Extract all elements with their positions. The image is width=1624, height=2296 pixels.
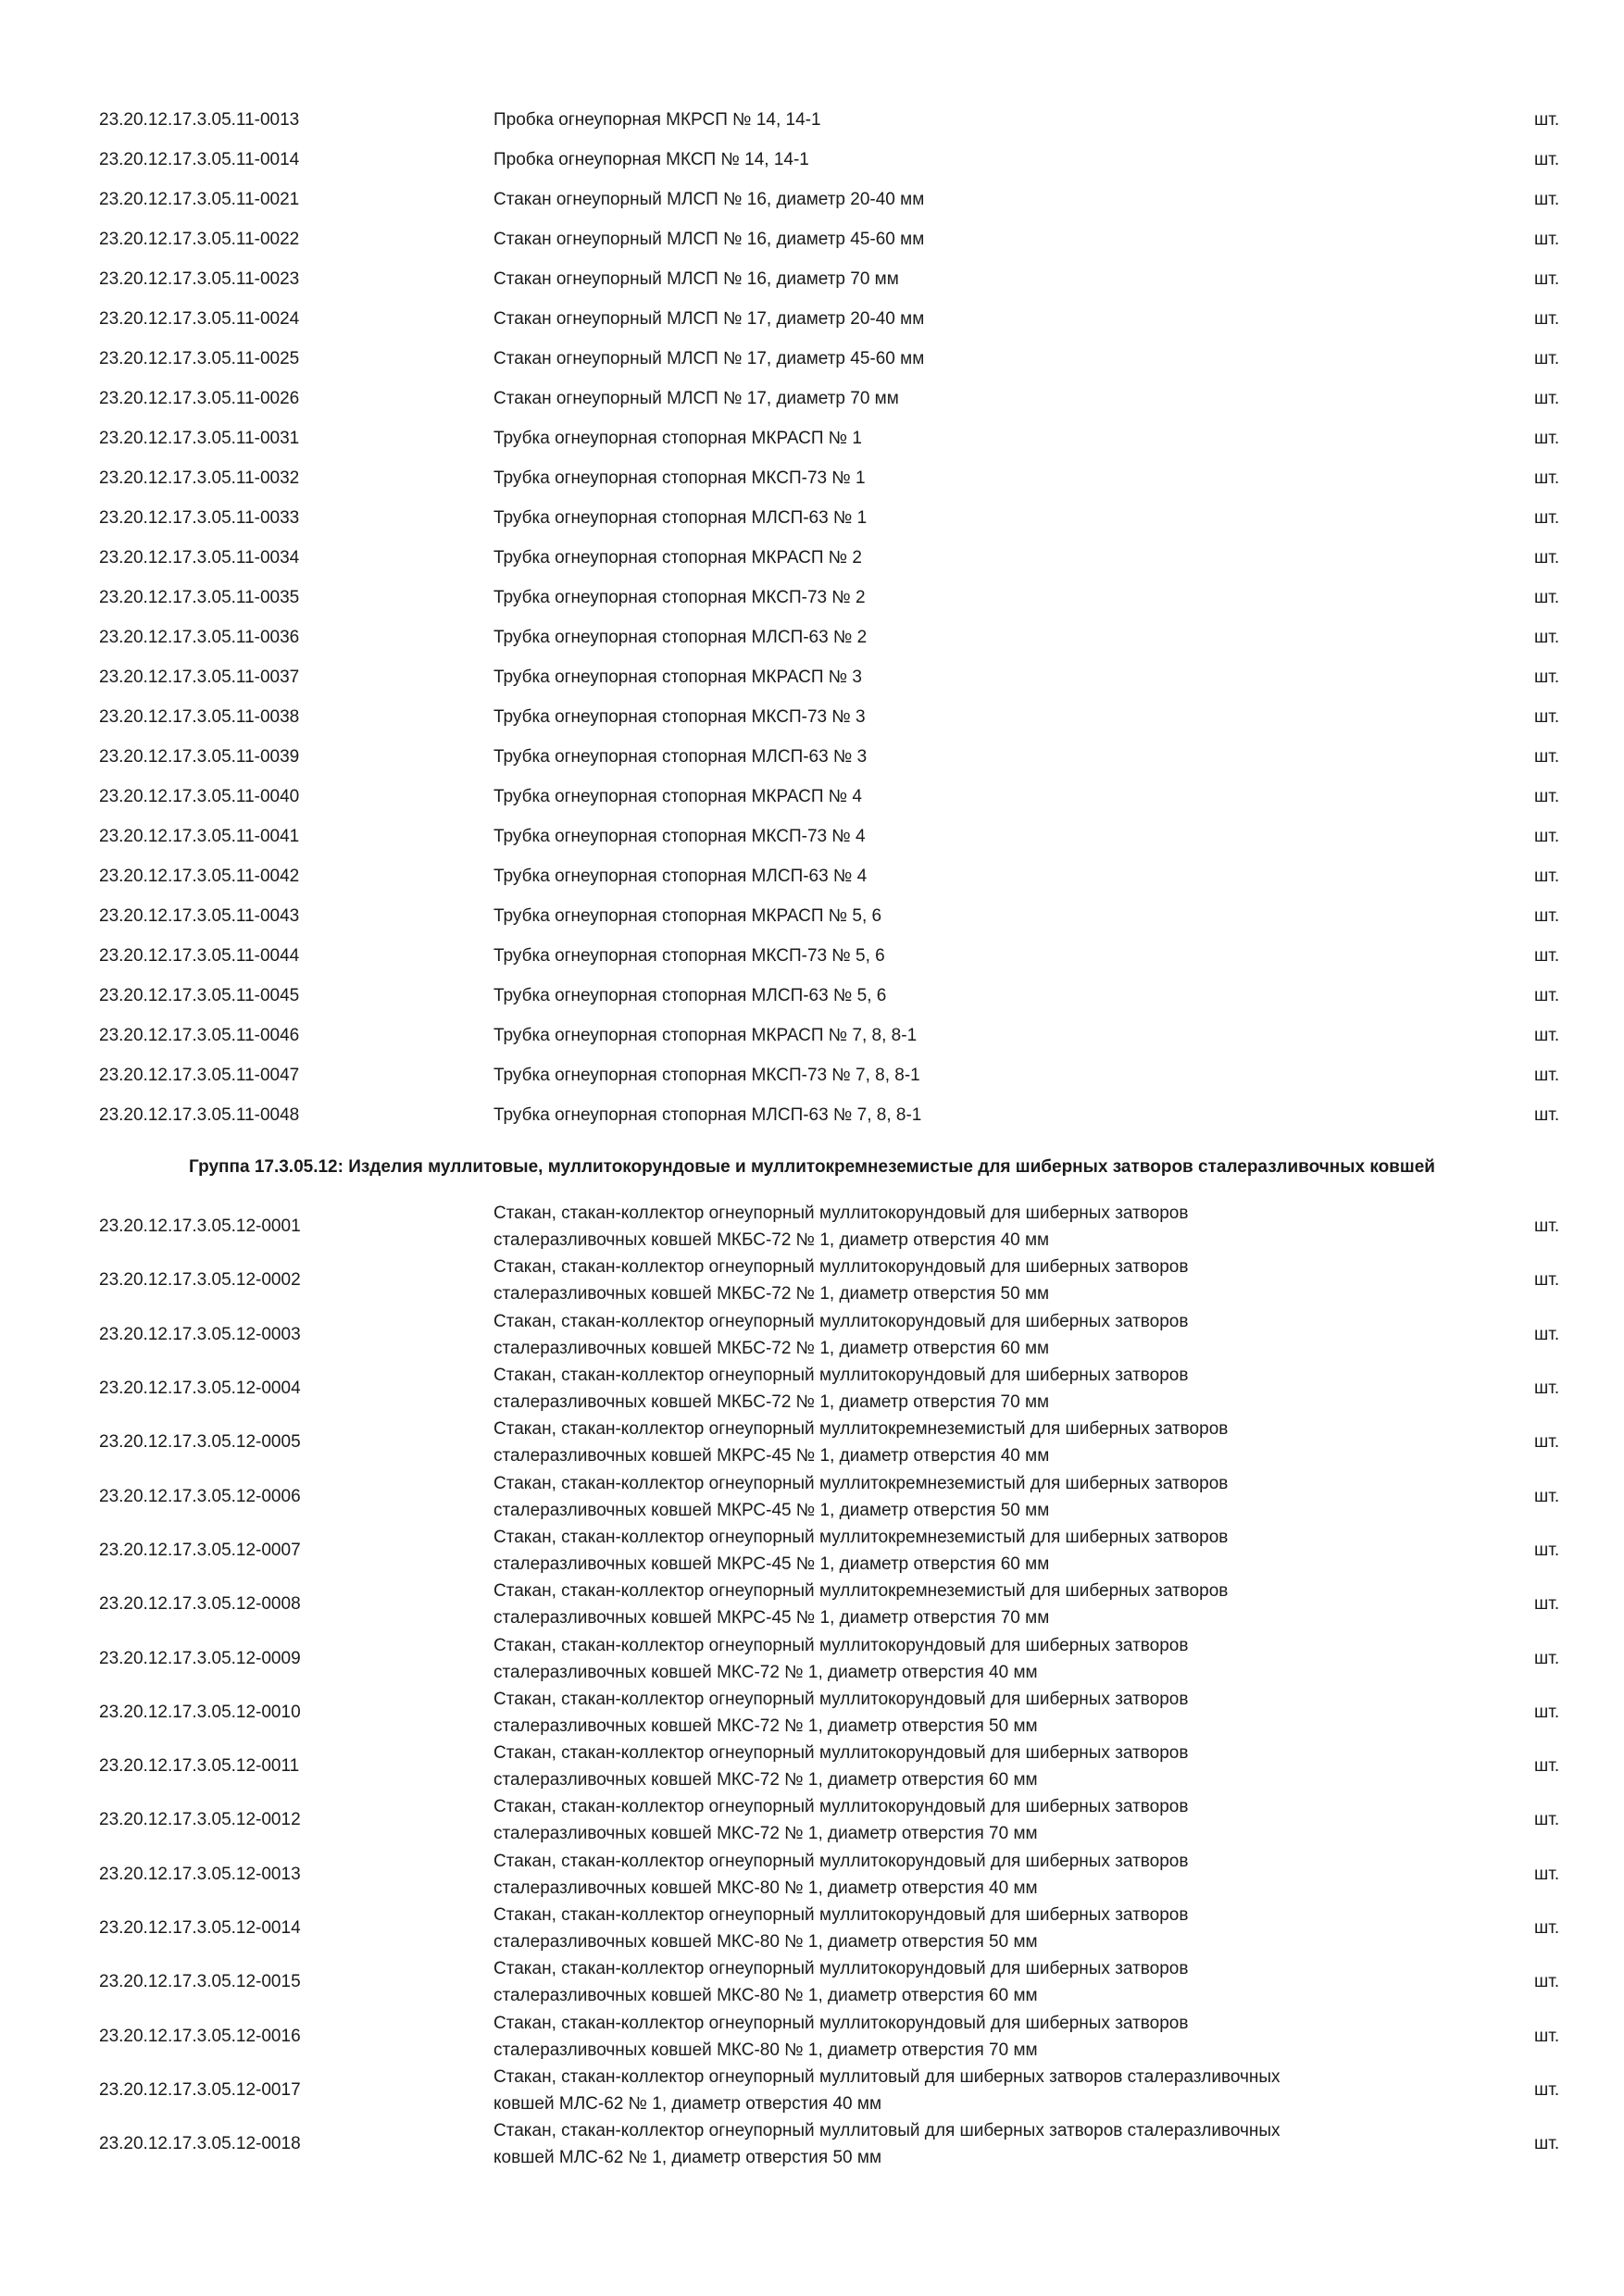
item-code: 23.20.12.17.3.05.12-0012 <box>99 1810 301 1830</box>
item-name <box>493 2010 1419 2064</box>
item-code: 23.20.12.17.3.05.11-0033 <box>99 507 300 528</box>
table-row <box>0 219 1624 259</box>
item-code: 23.20.12.17.3.05.11-0022 <box>99 229 300 249</box>
item-name <box>493 1308 1419 1362</box>
item-name-line-2: сталеразливочных ковшей МКРС-45 № 1, диаметр отверстия 70 мм <box>493 1608 1050 1628</box>
item-name-line-1: Стакан, стакан-коллектор огнеупорный муллитокорундовый для шиберных затворов <box>493 1851 1189 1871</box>
table-row <box>0 538 1624 578</box>
table-row <box>0 1200 1624 1254</box>
item-name-line-2: ковшей МЛС-62 № 1, диаметр отверстия 40 мм <box>493 2093 882 2114</box>
item-name-line-2: сталеразливочных ковшей МКРС-45 № 1, диаметр отверстия 50 мм <box>493 1500 1050 1520</box>
table-row <box>0 140 1624 180</box>
item-unit: шт. <box>1534 1918 1560 1938</box>
item-code: 23.20.12.17.3.05.11-0045 <box>99 985 300 1005</box>
item-code: 23.20.12.17.3.05.12-0001 <box>99 1217 301 1237</box>
item-name-line-1: Стакан, стакан-коллектор огнеупорный муллитокорундовый для шиберных затворов <box>493 1311 1189 1331</box>
item-unit: шт. <box>1534 189 1560 209</box>
item-name-line-1: Стакан, стакан-коллектор огнеупорный муллитокорундовый для шиберных затворов <box>493 1797 1189 1817</box>
item-name: Трубка огнеупорная стопорная МЛСП-63 № 2 <box>493 627 868 647</box>
item-unit: шт. <box>1534 388 1560 408</box>
item-unit: шт. <box>1534 945 1560 966</box>
item-unit: шт. <box>1534 1025 1560 1045</box>
item-code: 23.20.12.17.3.05.12-0018 <box>99 2134 301 2154</box>
item-name: Трубка огнеупорная стопорная МКРАСП № 1 <box>493 428 862 448</box>
table-row <box>0 1631 1624 1685</box>
table-row <box>0 1686 1624 1740</box>
item-name-line-2: сталеразливочных ковшей МКС-80 № 1, диаметр отверстия 60 мм <box>493 1986 1038 2006</box>
item-name <box>493 1362 1419 1416</box>
table-row <box>0 936 1624 976</box>
item-unit: шт. <box>1534 547 1560 568</box>
table-row <box>0 1740 1624 1793</box>
item-name-line-2: сталеразливочных ковшей МКРС-45 № 1, диаметр отверстия 60 мм <box>493 1554 1050 1574</box>
table-row <box>0 856 1624 896</box>
item-name <box>493 1416 1419 1469</box>
item-unit: шт. <box>1534 706 1560 727</box>
item-code: 23.20.12.17.3.05.11-0037 <box>99 667 300 687</box>
item-name-line-2: сталеразливочных ковшей МКС-72 № 1, диаметр отверстия 60 мм <box>493 1770 1038 1791</box>
table-row <box>0 1524 1624 1578</box>
item-code: 23.20.12.17.3.05.12-0004 <box>99 1379 301 1399</box>
item-name-line-1: Стакан, стакан-коллектор огнеупорный муллитовый для шиберных затворов сталеразливочных <box>493 2066 1280 2087</box>
item-code: 23.20.12.17.3.05.11-0031 <box>99 428 300 448</box>
table-row <box>0 1848 1624 1902</box>
item-unit: шт. <box>1534 468 1560 488</box>
table-row <box>0 1308 1624 1362</box>
item-code: 23.20.12.17.3.05.12-0002 <box>99 1270 301 1291</box>
item-code: 23.20.12.17.3.05.12-0008 <box>99 1594 301 1615</box>
item-unit: шт. <box>1534 667 1560 687</box>
item-name: Трубка огнеупорная стопорная МЛСП-63 № 3 <box>493 746 868 767</box>
item-code: 23.20.12.17.3.05.11-0044 <box>99 945 300 966</box>
table-row <box>0 100 1624 140</box>
item-name <box>493 1632 1419 1686</box>
item-code: 23.20.12.17.3.05.12-0016 <box>99 2026 301 2046</box>
item-name-line-1: Стакан, стакан-коллектор огнеупорный муллитовый для шиберных затворов сталеразливочных <box>493 2121 1280 2141</box>
item-name-line-2: сталеразливочных ковшей МКС-80 № 1, диаметр отверстия 40 мм <box>493 1878 1038 1898</box>
item-code: 23.20.12.17.3.05.11-0047 <box>99 1065 300 1085</box>
item-name <box>493 1848 1419 1902</box>
item-code: 23.20.12.17.3.05.11-0036 <box>99 627 300 647</box>
item-code: 23.20.12.17.3.05.11-0034 <box>99 547 300 568</box>
item-name <box>493 1955 1419 2009</box>
item-name: Стакан огнеупорный МЛСП № 16, диаметр 45-60 мм <box>493 229 925 249</box>
item-unit: шт. <box>1534 1810 1560 1830</box>
item-name-line-1: Стакан, стакан-коллектор огнеупорный муллитокорундовый для шиберных затворов <box>493 1257 1189 1278</box>
item-code: 23.20.12.17.3.05.11-0013 <box>99 109 300 130</box>
item-name-line-2: сталеразливочных ковшей МКС-80 № 1, диаметр отверстия 50 мм <box>493 1932 1038 1952</box>
item-name-line-1: Стакан, стакан-коллектор огнеупорный муллитокремнеземистый для шиберных затворов <box>493 1473 1229 1493</box>
item-code: 23.20.12.17.3.05.12-0013 <box>99 1864 301 1884</box>
item-code: 23.20.12.17.3.05.11-0035 <box>99 587 300 607</box>
table-row <box>0 1793 1624 1847</box>
item-name: Трубка огнеупорная стопорная МКСП-73 № 5, 6 <box>493 945 885 966</box>
item-name-line-1: Стакан, стакан-коллектор огнеупорный муллитокремнеземистый для шиберных затворов <box>493 1527 1229 1547</box>
item-name <box>493 1470 1419 1524</box>
item-name: Трубка огнеупорная стопорная МКРАСП № 5, 6 <box>493 905 882 926</box>
table-row <box>0 2009 1624 2063</box>
item-name-line-2: сталеразливочных ковшей МКРС-45 № 1, диаметр отверстия 40 мм <box>493 1446 1050 1466</box>
item-unit: шт. <box>1534 1540 1560 1560</box>
item-code: 23.20.12.17.3.05.11-0040 <box>99 786 300 806</box>
item-unit: шт. <box>1534 1104 1560 1125</box>
table-row <box>0 697 1624 737</box>
item-name: Стакан огнеупорный МЛСП № 17, диаметр 45-60 мм <box>493 348 925 368</box>
item-code: 23.20.12.17.3.05.11-0026 <box>99 388 300 408</box>
item-name <box>493 1902 1419 1955</box>
item-name: Трубка огнеупорная стопорная МКСП-73 № 3 <box>493 706 866 727</box>
item-code: 23.20.12.17.3.05.12-0011 <box>99 1756 300 1777</box>
item-unit: шт. <box>1534 2079 1560 2100</box>
table-row <box>0 896 1624 936</box>
table-row <box>0 777 1624 817</box>
item-code: 23.20.12.17.3.05.12-0007 <box>99 1540 301 1560</box>
item-code: 23.20.12.17.3.05.12-0006 <box>99 1486 301 1506</box>
item-name-line-2: сталеразливочных ковшей МКБС-72 № 1, диаметр отверстия 60 мм <box>493 1338 1050 1358</box>
item-name <box>493 1578 1419 1631</box>
table-row <box>0 2064 1624 2117</box>
item-unit: шт. <box>1534 587 1560 607</box>
item-code: 23.20.12.17.3.05.11-0025 <box>99 348 300 368</box>
item-name-line-1: Стакан, стакан-коллектор огнеупорный муллитокорундовый для шиберных затворов <box>493 1743 1189 1764</box>
item-code: 23.20.12.17.3.05.11-0038 <box>99 706 300 727</box>
table-row <box>0 458 1624 498</box>
item-unit: шт. <box>1534 1324 1560 1344</box>
item-name-line-2: сталеразливочных ковшей МКБС-72 № 1, диаметр отверстия 40 мм <box>493 1230 1050 1251</box>
item-name <box>493 1524 1419 1578</box>
item-name: Трубка огнеупорная стопорная МКСП-73 № 7, 8, 8-1 <box>493 1065 920 1085</box>
item-code: 23.20.12.17.3.05.11-0048 <box>99 1104 300 1125</box>
item-name: Стакан огнеупорный МЛСП № 17, диаметр 70 мм <box>493 388 899 408</box>
item-name <box>493 2064 1419 2117</box>
item-code: 23.20.12.17.3.05.11-0039 <box>99 746 300 767</box>
item-name: Пробка огнеупорная МКСП № 14, 14-1 <box>493 149 809 169</box>
item-unit: шт. <box>1534 1648 1560 1668</box>
item-unit: шт. <box>1534 866 1560 886</box>
table-row <box>0 379 1624 418</box>
item-unit: шт. <box>1534 1702 1560 1722</box>
item-unit: шт. <box>1534 507 1560 528</box>
item-name-line-2: сталеразливочных ковшей МКС-72 № 1, диаметр отверстия 50 мм <box>493 1716 1038 1736</box>
table-row <box>0 1016 1624 1055</box>
item-unit: шт. <box>1534 1270 1560 1291</box>
item-code: 23.20.12.17.3.05.11-0032 <box>99 468 300 488</box>
item-name: Трубка огнеупорная стопорная МКРАСП № 3 <box>493 667 862 687</box>
item-unit: шт. <box>1534 348 1560 368</box>
item-name <box>493 1254 1419 1307</box>
item-name <box>493 1686 1419 1740</box>
item-unit: шт. <box>1534 2026 1560 2046</box>
item-unit: шт. <box>1534 1432 1560 1453</box>
item-unit: шт. <box>1534 627 1560 647</box>
item-unit: шт. <box>1534 1379 1560 1399</box>
table-row <box>0 618 1624 657</box>
item-name-line-1: Стакан, стакан-коллектор огнеупорный муллитокорундовый для шиберных затворов <box>493 1905 1189 1925</box>
item-code: 23.20.12.17.3.05.11-0042 <box>99 866 300 886</box>
item-name-line-1: Стакан, стакан-коллектор огнеупорный муллитокорундовый для шиберных затворов <box>493 1366 1189 1386</box>
table-row <box>0 737 1624 777</box>
item-name-line-2: сталеразливочных ковшей МКС-72 № 1, диаметр отверстия 40 мм <box>493 1662 1038 1682</box>
item-name-line-1: Стакан, стакан-коллектор огнеупорный муллитокорундовый для шиберных затворов <box>493 1204 1189 1224</box>
table-row <box>0 578 1624 618</box>
table-row <box>0 1362 1624 1416</box>
group-heading: Группа 17.3.05.12: Изделия муллитовые, муллитокорундовые и муллитокремнеземистые для шиберных затворов сталеразливочных ковшей <box>189 1157 1435 1177</box>
item-name-line-1: Стакан, стакан-коллектор огнеупорный муллитокорундовый для шиберных затворов <box>493 1635 1189 1655</box>
item-name: Трубка огнеупорная стопорная МКРАСП № 2 <box>493 547 862 568</box>
item-unit: шт. <box>1534 905 1560 926</box>
item-name: Трубка огнеупорная стопорная МЛСП-63 № 1 <box>493 507 868 528</box>
table-row <box>0 418 1624 458</box>
table-row <box>0 1955 1624 2009</box>
item-code: 23.20.12.17.3.05.12-0005 <box>99 1432 301 1453</box>
table-row <box>0 976 1624 1016</box>
item-code: 23.20.12.17.3.05.12-0015 <box>99 1972 301 1992</box>
item-unit: шт. <box>1534 2134 1560 2154</box>
item-unit: шт. <box>1534 746 1560 767</box>
table-row <box>0 180 1624 219</box>
item-unit: шт. <box>1534 268 1560 289</box>
item-code: 23.20.12.17.3.05.11-0043 <box>99 905 300 926</box>
item-name: Трубка огнеупорная стопорная МЛСП-63 № 4 <box>493 866 868 886</box>
item-name <box>493 1200 1419 1254</box>
item-unit: шт. <box>1534 229 1560 249</box>
item-name-line-2: сталеразливочных ковшей МКС-72 № 1, диаметр отверстия 70 мм <box>493 1824 1038 1844</box>
item-unit: шт. <box>1534 1594 1560 1615</box>
item-unit: шт. <box>1534 1065 1560 1085</box>
item-unit: шт. <box>1534 1756 1560 1777</box>
item-code: 23.20.12.17.3.05.12-0017 <box>99 2079 301 2100</box>
item-name: Стакан огнеупорный МЛСП № 16, диаметр 20-40 мм <box>493 189 925 209</box>
item-name <box>493 1740 1419 1793</box>
table-row <box>0 817 1624 856</box>
item-unit: шт. <box>1534 985 1560 1005</box>
item-name <box>493 1793 1419 1847</box>
item-unit: шт. <box>1534 786 1560 806</box>
table-row <box>0 498 1624 538</box>
table-row <box>0 2117 1624 2171</box>
item-code: 23.20.12.17.3.05.12-0009 <box>99 1648 301 1668</box>
table-row <box>0 1578 1624 1631</box>
item-code: 23.20.12.17.3.05.11-0014 <box>99 149 300 169</box>
item-name <box>493 2117 1419 2171</box>
item-name: Стакан огнеупорный МЛСП № 17, диаметр 20-40 мм <box>493 308 925 329</box>
item-unit: шт. <box>1534 1972 1560 1992</box>
item-name: Трубка огнеупорная стопорная МКСП-73 № 4 <box>493 826 866 846</box>
item-code: 23.20.12.17.3.05.12-0003 <box>99 1324 301 1344</box>
table-row <box>0 299 1624 339</box>
item-name-line-1: Стакан, стакан-коллектор огнеупорный муллитокорундовый для шиберных затворов <box>493 1689 1189 1709</box>
table-row <box>0 657 1624 697</box>
item-name-line-1: Стакан, стакан-коллектор огнеупорный муллитокремнеземистый для шиберных затворов <box>493 1419 1229 1440</box>
item-name: Стакан огнеупорный МЛСП № 16, диаметр 70 мм <box>493 268 899 289</box>
item-name-line-1: Стакан, стакан-коллектор огнеупорный муллитокремнеземистый для шиберных затворов <box>493 1581 1229 1602</box>
item-name: Пробка огнеупорная МКРСП № 14, 14-1 <box>493 109 821 130</box>
item-code: 23.20.12.17.3.05.12-0010 <box>99 1702 301 1722</box>
table-row <box>0 1902 1624 1955</box>
item-unit: шт. <box>1534 308 1560 329</box>
item-name: Трубка огнеупорная стопорная МКСП-73 № 2 <box>493 587 866 607</box>
table-row <box>0 1416 1624 1469</box>
item-unit: шт. <box>1534 1486 1560 1506</box>
price-list-section-12 <box>0 1200 1624 2171</box>
item-code: 23.20.12.17.3.05.11-0046 <box>99 1025 300 1045</box>
item-name: Трубка огнеупорная стопорная МКРАСП № 7, 8, 8-1 <box>493 1025 918 1045</box>
item-name-line-1: Стакан, стакан-коллектор огнеупорный муллитокорундовый для шиберных затворов <box>493 2013 1189 2033</box>
table-row <box>0 1095 1624 1135</box>
table-row <box>0 339 1624 379</box>
item-name: Трубка огнеупорная стопорная МЛСП-63 № 7, 8, 8-1 <box>493 1104 922 1125</box>
item-name-line-2: сталеразливочных ковшей МКБС-72 № 1, диаметр отверстия 50 мм <box>493 1284 1050 1304</box>
item-name: Трубка огнеупорная стопорная МКСП-73 № 1 <box>493 468 866 488</box>
price-list-section-11 <box>0 100 1624 1135</box>
item-name: Трубка огнеупорная стопорная МЛСП-63 № 5, 6 <box>493 985 887 1005</box>
table-row <box>0 1254 1624 1307</box>
item-unit: шт. <box>1534 149 1560 169</box>
table-row <box>0 259 1624 299</box>
item-code: 23.20.12.17.3.05.11-0023 <box>99 268 300 289</box>
item-unit: шт. <box>1534 826 1560 846</box>
item-code: 23.20.12.17.3.05.11-0024 <box>99 308 300 329</box>
item-unit: шт. <box>1534 109 1560 130</box>
table-row <box>0 1055 1624 1095</box>
item-code: 23.20.12.17.3.05.11-0021 <box>99 189 300 209</box>
item-unit: шт. <box>1534 428 1560 448</box>
item-name: Трубка огнеупорная стопорная МКРАСП № 4 <box>493 786 862 806</box>
item-name-line-2: ковшей МЛС-62 № 1, диаметр отверстия 50 мм <box>493 2148 882 2168</box>
item-code: 23.20.12.17.3.05.12-0014 <box>99 1918 301 1938</box>
item-name-line-2: сталеразливочных ковшей МКБС-72 № 1, диаметр отверстия 70 мм <box>493 1392 1050 1413</box>
item-unit: шт. <box>1534 1864 1560 1884</box>
item-unit: шт. <box>1534 1217 1560 1237</box>
item-name-line-1: Стакан, стакан-коллектор огнеупорный муллитокорундовый для шиберных затворов <box>493 1959 1189 1979</box>
item-code: 23.20.12.17.3.05.11-0041 <box>99 826 300 846</box>
table-row <box>0 1469 1624 1523</box>
item-name-line-2: сталеразливочных ковшей МКС-80 № 1, диаметр отверстия 70 мм <box>493 2040 1038 2060</box>
